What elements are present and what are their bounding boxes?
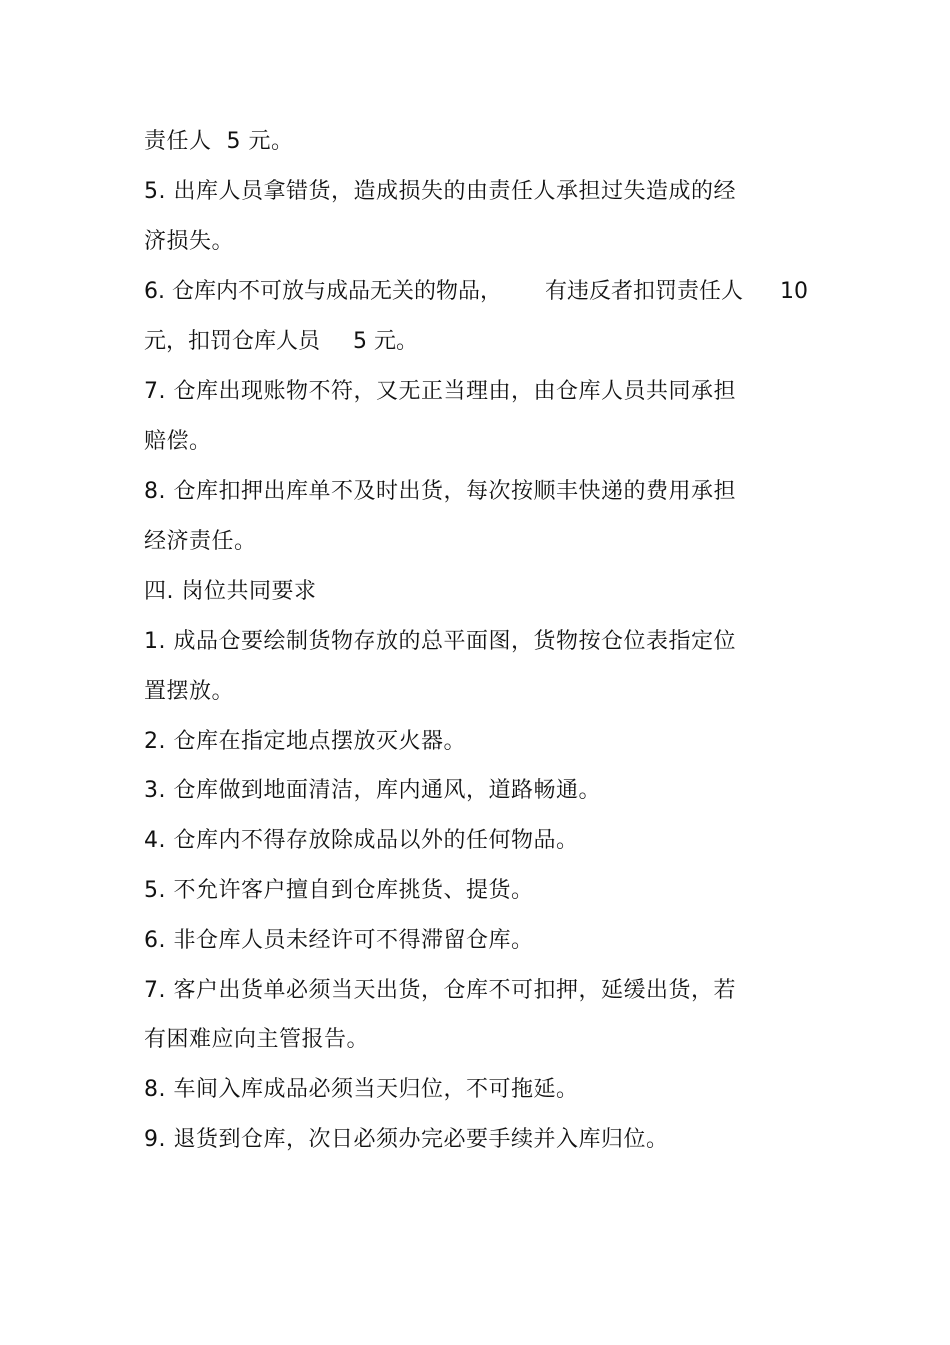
text-line: 6. 非仓库人员未经许可不得滞留仓库。 — [144, 928, 534, 953]
text-line: 7. 仓库出现账物不符，又无正当理由，由仓库人员共同承担 — [144, 379, 736, 404]
text-line: 2. 仓库在指定地点摆放灭火器。 — [144, 729, 466, 754]
text-line: 9. 退货到仓库，次日必须办完必要手续并入库归位。 — [144, 1127, 669, 1152]
text-line: 有违反者扣罚责任人 — [545, 279, 744, 304]
text-line: 元，扣罚仓库人员 — [144, 329, 321, 354]
text-line: 济损失。 — [144, 229, 235, 254]
text-line: 1. 成品仓要绘制货物存放的总平面图，货物按仓位表指定位 — [144, 629, 736, 654]
text-line: 8. 仓库扣押出库单不及时出货，每次按顺丰快递的费用承担 — [144, 479, 736, 504]
text-line: 有困难应向主管报告。 — [144, 1027, 370, 1052]
text-line: 置摆放。 — [144, 679, 235, 704]
text-line: 4. 仓库内不得存放除成品以外的任何物品。 — [144, 828, 579, 853]
text-line: 经济责任。 — [144, 529, 257, 554]
section-heading: 四. 岗位共同要求 — [144, 579, 317, 604]
text-line: 5 元。 — [353, 329, 418, 354]
text-line: 3. 仓库做到地面清洁，库内通风，道路畅通。 — [144, 778, 601, 803]
text-line: 7. 客户出货单必须当天出货，仓库不可扣押，延缓出货，若 — [144, 978, 736, 1003]
text-line: 赔偿。 — [144, 429, 212, 454]
text-line: 6. 仓库内不可放与成品无关的物品， — [144, 279, 502, 304]
text-line: 责任人 5 元。 — [144, 129, 294, 154]
text-line: 5. 出库人员拿错货，造成损失的由责任人承担过失造成的经 — [144, 179, 736, 204]
text-line: 8. 车间入库成品必须当天归位，不可拖延。 — [144, 1077, 579, 1102]
text-line: 10 — [780, 279, 808, 304]
text-line: 5. 不允许客户擅自到仓库挑货、提货。 — [144, 878, 534, 903]
